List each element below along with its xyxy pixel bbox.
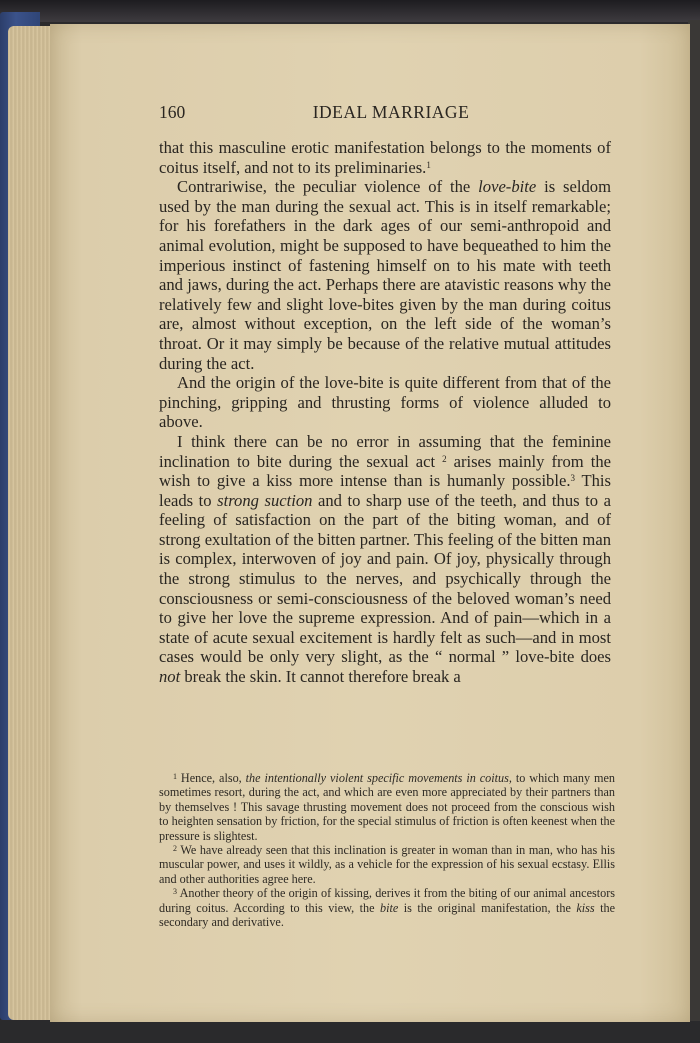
footnote-ref: 3 [570,473,575,484]
text-run: and to sharp use of the teeth, and thus to a feeling of satisfaction on the part of the biting woman, and of strong exultation of the bitten partner. This feeling of the bitten man is complex, interwoven of joy and pain. Of joy, physically through the strong stimulus to the nerves, and psychically through the consciousness or semi-consciousness of the beloved woman’s need to give her love the supreme expression. And of pain—which in a state of acute sexual excitement is hardly felt as such—and in most cases would be only very slight, as the “ normal ” love-bite does [159,490,611,667]
background-bottom [0,1021,700,1043]
emphasis: bite [380,900,399,915]
page-number: 160 [159,102,186,122]
footnote [159,843,615,886]
text-run: is seldom used by the man during the sexual act. This is in itself remarkable; for his forefathers in the dark ages of our semi-anthropoid and animal evolution, might be supposed to have bequeathed to him the imperious instinct of fastening himself on to his mate with teeth and jaws, during the act. Perhaps there are atavistic reasons why the relatively few and slight love-bites given by the man during coitus are, almost without exception, on the left side of the woman’s throat. Or it may simply be because of the relative mutual attitudes during the act. [159,177,611,373]
footnote-ref: 1 [426,159,431,170]
footnote-ref: 1 [173,772,177,781]
text-run: the secondary and derivative. [159,900,616,930]
footnote-ref: 2 [173,844,177,854]
footnote-ref: 2 [442,453,447,464]
footnotes [159,771,615,929]
emphasis: the intentionally violent specific movements in coitus, [245,771,512,785]
text-run: arises mainly from the wish to give a kiss more intense than is humanly possible. [159,451,611,491]
paragraph [159,177,611,373]
paragraph [159,432,611,687]
text-run: is the original manifestation, the [398,900,577,915]
text-run: Contrariwise, the peculiar violence of the [177,177,479,197]
paragraph [159,138,611,177]
text-run: break the skin. It cannot therefore break a [180,667,461,687]
text-run: Another theory of the origin of kissing, derives it from the biting of our animal ancestors during coitus. According to this view, the [159,886,615,915]
emphasis: kiss [576,900,595,915]
page-stack-edges [8,26,54,1020]
body-text [159,138,611,687]
text-run: that this masculine erotic manifestation belongs to the moments of coitus itself, and not to its preliminaries. [159,138,611,177]
page-header [159,102,615,126]
footnote-ref: 3 [173,887,177,897]
emphasis: not [159,667,181,687]
paragraph [159,373,611,432]
footnote [159,771,615,843]
emphasis: love-bite [478,177,537,197]
running-head: IDEAL MARRIAGE [312,102,470,122]
text-run: And the origin of the love-bite is quite different from that of the pinching, gripping and thrusting forms of violence alluded to above. [159,373,611,432]
text-run: Hence, also, [177,771,246,785]
footnote [159,886,615,929]
emphasis: strong suction [217,490,313,510]
text-run: This leads to [159,471,611,510]
text-run: to which many men sometimes resort, during the act, and which are even more appreciated by their partners than by themselves ! This savage thrusting movement does not proceed from the conscious wish to heighten sensation by friction, for the special stimulus of friction is often keenest when the pressure is slightest. [159,771,615,843]
background-top [0,0,700,22]
text-run: We have already seen that this inclination is greater in woman than in man, who has his muscular power, and uses it wildly, as a vehicle for the expression of his sexual ecstasy. Ellis and other authorities agree here. [159,843,615,886]
text-run: I think there can be no error in assuming that the feminine inclination to bite during the sexual act [159,431,611,471]
